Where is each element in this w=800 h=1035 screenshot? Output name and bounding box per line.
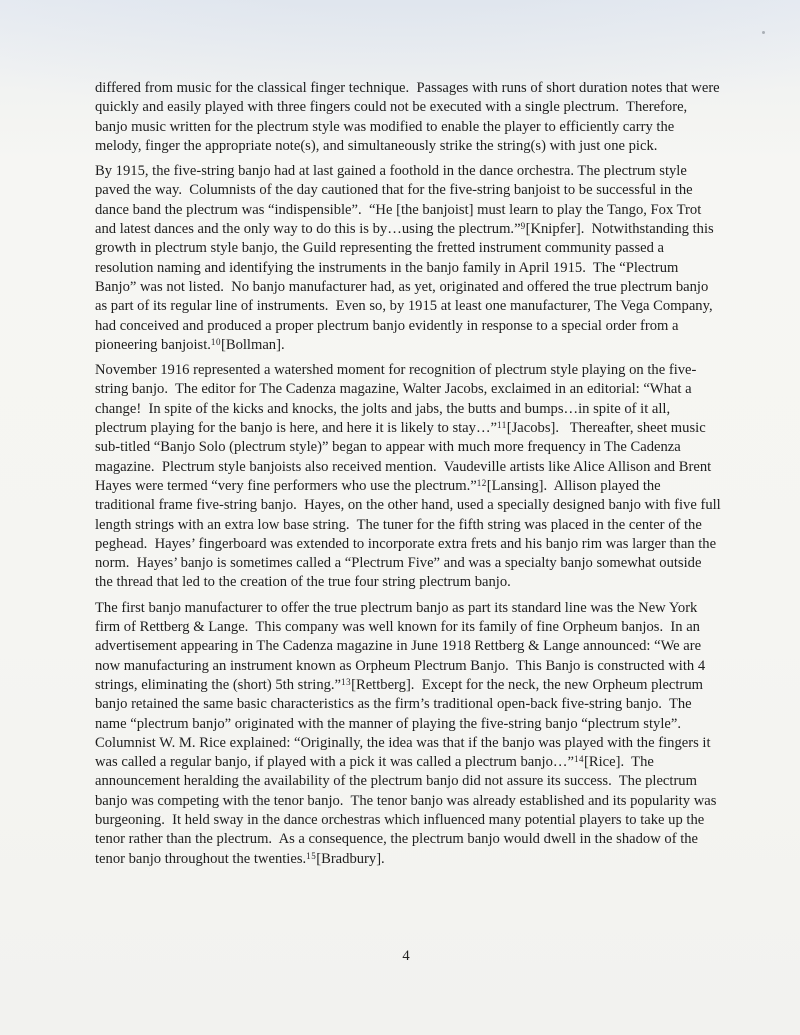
footnote-marker: 13 <box>341 676 352 687</box>
page-number: 4 <box>402 948 410 964</box>
footnote-marker: 14 <box>573 754 585 765</box>
footnote-marker: 12 <box>476 477 487 488</box>
footnote-marker: 10 <box>210 336 221 347</box>
paragraph: The first banjo manufacturer to offer the true plectrum banjo as part its standard line was the New York firm of Rettberg & Lange. This company was well known for its family of fine Orpheum banjos. In an advertisement appearing in The Cadenza magazine in June 1918 Rettberg & Lange announced: “We are now manufacturing an instrument known as Orpheum Plectrum Banjo. This Banjo is constructed with 4 strings, eliminating the (short) 5th string.”$^{13}$[Rettberg]. Except for the neck, the new Orpheum plectrum banjo retained the same basic characteristics as the firm’s traditional open-back five-string banjo. The name “plectrum banjo” originated with the manner of playing the five-string banjo “plectrum style”. Columnist W. M. Rice explained: “Originally, the idea was that if the banjo was played with the fingers it was called a regular banjo, if played with a pick it was called a plectrum banjo…”$^{14}$[Rice]. The announcement heralding the availability of the plectrum banjo did not assure its success. The plectrum banjo was competing with the tenor banjo. The tenor banjo was already established and its popularity was burgeoning. It held sway in the dance orchestras which influenced many potential players to take up the tenor rather than the plectrum. As a consequence, the plectrum banjo would dwell in the shadow of the tenor banjo throughout the twenties.$^{15}$[Bradbury]. <box>95 599 721 867</box>
footnote-marker: 15 <box>306 850 317 861</box>
paragraph: differed from music for the classical finger technique. Passages with runs of short duration notes that were quickly and easily played with three fingers could not be executed with a single plectrum. Therefore, banjo music written for the plectrum style was modified to enable the player to efficiently carry the melody, finger the appropriate note(s), and simultaneously strike the string(s) with just one pick. <box>95 80 724 154</box>
footnote-marker: 11 <box>497 419 507 430</box>
document-text <box>95 79 725 875</box>
paragraph: By 1915, the five-string banjo had at last gained a foothold in the dance orchestra. The plectrum style paved the way. Columnists of the day cautioned that for the five-string banjoist to be successful in the dance band the plectrum was “indispensible”. “He [the banjoist] must learn to play the Tango, Fox Trot and latest dances and the only way to do this is by…using the plectrum.”$^9$[Knipfer]. Notwithstanding this growth in plectrum style banjo, the Guild representing the fretted instrument community passed a resolution naming and identifying the instruments in the banjo family in April 1915. The “Plectrum Banjo” was not listed. No banjo manufacturer had, as yet, originated and offered the true plectrum banjo as part of its regular line of instruments. Even so, by 1915 at least one manufacturer, The Vega Company, had conceived and produced a proper plectrum banjo evidently in response to a special order from a pioneering banjoist.$^{10}$[Bollman]. <box>95 163 718 353</box>
paragraph: November 1916 represented a watershed moment for recognition of plectrum style playing on the five-string banjo. The editor for The Cadenza magazine, Walter Jacobs, exclaimed in an editorial: “What a change! In spite of the kicks and knocks, the jolts and jabs, the butts and bumps…in spite of it all, plectrum playing for the banjo is here, and here it is likely to stay…”$^{11}$[Jacobs]. Thereafter, sheet music sub-titled “Banjo Solo (plectrum style)” began to appear with much more frequency in The Cadenza magazine. Plectrum style banjoists also received mention. Vaudeville artists like Alice Allison and Brent Hayes were termed “very fine performers who use the plectrum.”$^{12}$[Lansing]. Allison played the traditional frame five-string banjo. Hayes, on the other hand, used a specially designed banjo with five full length strings with an extra low base string. The tuner for the fifth string was placed in the center of the peghead. Hayes’ fingerboard was extended to incorporate extra frets and his banjo rim was larger than the norm. Hayes’ banjo is sometimes called a “Plectrum Five” and was a specialty banjo somewhat outside the thread that led to the creation of the true four string plectrum banjo. <box>95 362 725 591</box>
footnote-marker: 9 <box>520 221 526 232</box>
scan-artifact-speck <box>762 31 765 34</box>
